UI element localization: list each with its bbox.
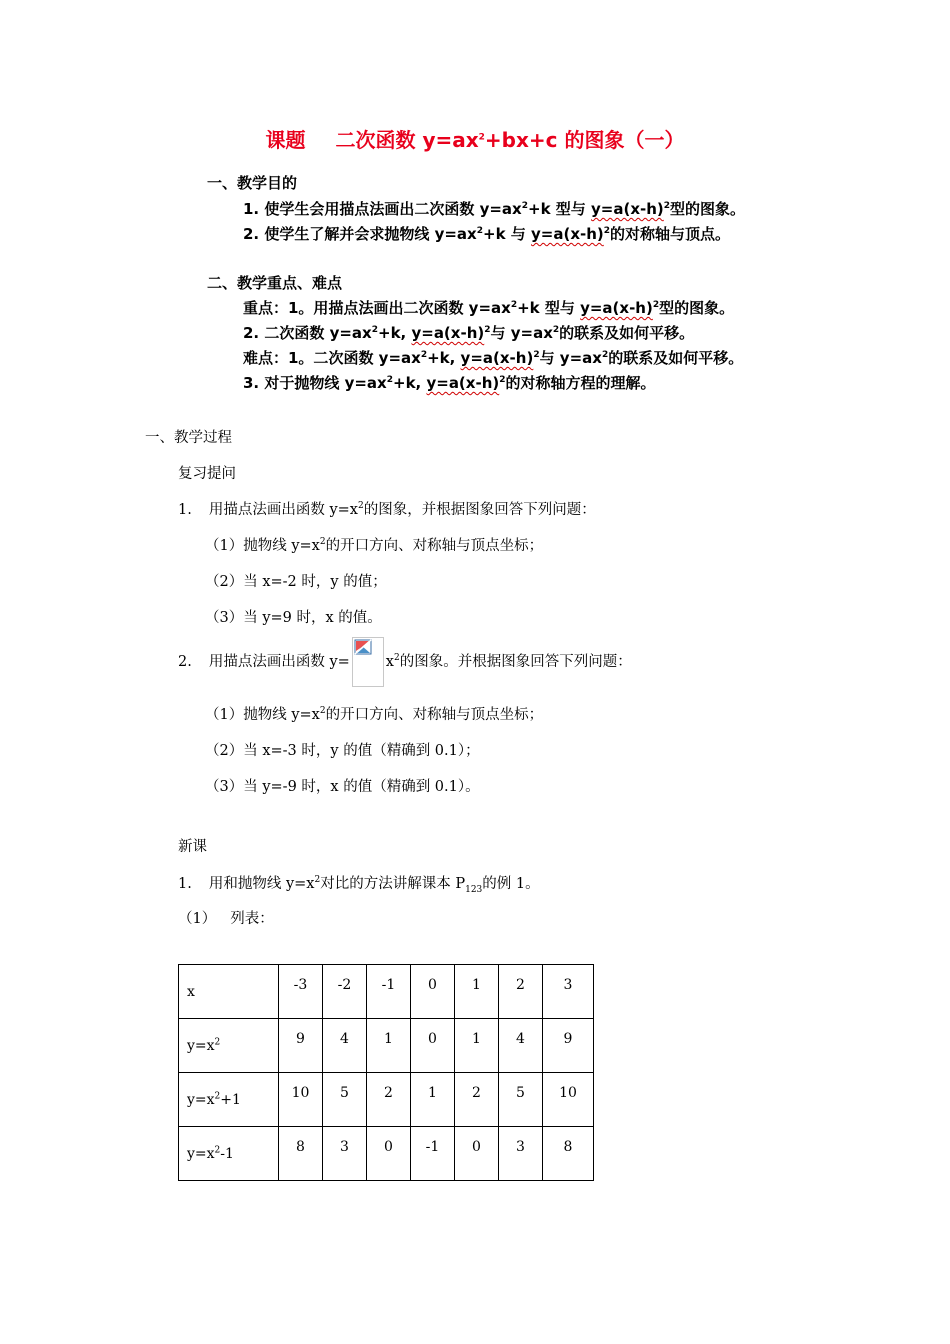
objective-item-2-wavy: y=a(x-h) [531, 225, 604, 243]
question-1 [178, 498, 596, 519]
keypoint-line-3-sup: 2 [420, 350, 428, 360]
process-heading: 一、教学过程 [145, 430, 232, 446]
row-header-post: -1 [220, 1145, 234, 1162]
table-cell: 3 [499, 1127, 543, 1181]
keypoint-line-2-sup3: 2 [552, 325, 560, 335]
row-header-post: +1 [220, 1091, 241, 1108]
list-table-caption [178, 907, 274, 928]
objective-item-1-post: 型的图象。 [670, 200, 746, 218]
list-table-label: 列表： [230, 911, 274, 927]
keypoint-line-3-pre: 难点：1。二次函数 y=ax [243, 349, 421, 367]
keypoint-line-3-sup3: 2 [601, 350, 609, 360]
table-cell: 10 [279, 1073, 323, 1127]
keypoint-line-4-sup: 2 [386, 375, 393, 385]
keypoint-line-1-wavy: y=a(x-h) [580, 299, 653, 317]
question-2-a-sup: 2 [319, 706, 326, 717]
keypoint-line-1-sup: 2 [510, 300, 518, 310]
table-cell: -1 [411, 1127, 455, 1181]
title-main-post: +bx+c 的图象（一） [484, 128, 685, 152]
table-cell: 1 [455, 965, 499, 1019]
table-cell: 0 [455, 1127, 499, 1181]
objective-item-1 [243, 198, 745, 219]
keypoint-line-2-wavy: y=a(x-h) [411, 324, 485, 342]
table-cell: 0 [411, 965, 455, 1019]
row-header [179, 1073, 279, 1127]
table-cell: 8 [279, 1127, 323, 1181]
keypoint-line-1-pre: 重点：1。用描点法画出二次函数 y=ax [243, 299, 511, 317]
row-header-text: y=x [187, 1091, 215, 1108]
values-table-body [179, 965, 594, 1181]
new-lesson-item-1-post: 的例 1。 [482, 876, 540, 892]
objective-item-2-pre: 2. 使学生了解并会求抛物线 y=ax [243, 225, 477, 243]
table-cell: -3 [279, 965, 323, 1019]
table-cell: 2 [367, 1073, 411, 1127]
objective-item-1-sup2: 2 [663, 201, 671, 211]
new-lesson-item-1 [178, 872, 540, 893]
table-row [179, 965, 594, 1019]
table-cell: 4 [323, 1019, 367, 1073]
objective-item-2-post: 的对称轴与顶点。 [610, 225, 731, 243]
question-1-b: （2）当 x=-2 时，y 的值； [205, 574, 387, 590]
question-1-sup: 2 [357, 501, 364, 512]
table-cell: 5 [499, 1073, 543, 1127]
keypoint-line-2-sup: 2 [371, 325, 378, 335]
question-1-a-sup: 2 [319, 537, 326, 548]
new-lesson-item-1-sup: 2 [314, 875, 321, 886]
keypoint-line-1-sup2: 2 [652, 300, 660, 310]
keypoint-line-1-mid: +k 型与 [517, 299, 581, 317]
new-lesson-item-1-sub: 123 [465, 884, 483, 895]
question-2-a-pre: （1）抛物线 y=x [205, 707, 320, 723]
table-cell: 10 [543, 1073, 594, 1127]
question-2-number: 2. [178, 654, 192, 670]
values-table [178, 964, 594, 1181]
objective-item-2 [243, 223, 730, 244]
table-cell: 9 [279, 1019, 323, 1073]
row-header [179, 965, 279, 1019]
title-label: 课题 [265, 128, 306, 152]
question-2 [178, 636, 632, 688]
row-header-text: x [187, 983, 195, 1000]
table-cell: 8 [543, 1127, 594, 1181]
table-cell: 2 [455, 1073, 499, 1127]
keypoint-line-4 [243, 372, 656, 393]
keypoint-line-2-post: 的联系及如何平移。 [559, 324, 695, 342]
keypoint-line-2 [243, 322, 694, 343]
keypoint-line-3-sup2: 2 [533, 350, 540, 360]
question-1-number: 1. [178, 502, 192, 518]
row-header-text: y=x [187, 1037, 215, 1054]
table-row [179, 1019, 594, 1073]
table-cell: 9 [543, 1019, 594, 1073]
title-main-sup: 2 [478, 132, 485, 143]
question-2-a-post: 的开口方向、对称轴与顶点坐标； [325, 707, 544, 723]
row-header-sup: 2 [214, 1090, 221, 1101]
table-cell: 2 [499, 965, 543, 1019]
review-heading: 复习提问 [178, 466, 236, 482]
objective-item-1-sup: 2 [521, 201, 528, 211]
keypoint-line-1-post: 型的图象。 [659, 299, 735, 317]
table-cell: -2 [323, 965, 367, 1019]
keypoint-line-4-post: 的对称轴方程的理解。 [505, 374, 656, 392]
keypoint-line-1 [243, 297, 734, 318]
question-2-c: （3）当 y=-9 时，x 的值（精确到 0.1）。 [205, 779, 480, 795]
table-cell: 1 [367, 1019, 411, 1073]
objective-item-2-sup: 2 [476, 226, 483, 236]
objectives-heading: 一、教学目的 [207, 174, 298, 192]
table-cell: 0 [367, 1127, 411, 1181]
keypoint-line-3-mid: +k, [427, 349, 461, 367]
row-header-text: y=x [187, 1145, 215, 1162]
row-header-sup: 2 [214, 1144, 221, 1155]
objective-item-1-mid: +k 型与 [528, 200, 591, 218]
objective-item-2-sup2: 2 [603, 226, 611, 236]
broken-image-icon [354, 639, 382, 657]
table-cell: 3 [323, 1127, 367, 1181]
new-lesson-heading: 新课 [178, 839, 207, 855]
table-cell: 1 [455, 1019, 499, 1073]
new-lesson-item-1-pre: 用和抛物线 y=x [208, 876, 315, 892]
row-header [179, 1127, 279, 1181]
row-header-sup: 2 [214, 1036, 221, 1047]
keypoint-line-3-wavy: y=a(x-h) [460, 349, 534, 367]
new-lesson-item-1-mid: 对比的方法讲解课本 P [320, 876, 466, 892]
question-2-mid: x [385, 654, 394, 670]
question-1-pre: 用描点法画出函数 y=x [208, 502, 358, 518]
table-cell: 4 [499, 1019, 543, 1073]
keypoint-line-4-pre: 3. 对于抛物线 y=ax [243, 374, 387, 392]
objective-item-1-wavy: y=a(x-h) [591, 200, 664, 218]
keypoint-line-3 [243, 347, 743, 368]
page-title [0, 124, 950, 153]
question-1-a-post: 的开口方向、对称轴与顶点坐标； [325, 538, 544, 554]
keypoint-line-4-wavy: y=a(x-h) [426, 374, 500, 392]
question-1-a-pre: （1）抛物线 y=x [205, 538, 320, 554]
question-1-a [205, 534, 543, 555]
objective-item-1-pre: 1. 使学生会用描点法画出二次函数 y=ax [243, 200, 522, 218]
question-2-a [205, 703, 543, 724]
list-table-number: （1） [178, 911, 217, 927]
keypoint-line-2-mid2: 与 y=ax [490, 324, 553, 342]
question-2-sup: 2 [393, 653, 400, 664]
objective-item-2-mid: +k 与 [483, 225, 531, 243]
keypoints-heading: 二、教学重点、难点 [207, 274, 343, 292]
question-2-post: 的图象。并根据图象回答下列问题： [399, 654, 632, 670]
question-1-post: 的图象，并根据图象回答下列问题： [363, 502, 596, 518]
table-cell: 3 [543, 965, 594, 1019]
table-cell: 0 [411, 1019, 455, 1073]
table-row [179, 1127, 594, 1181]
table-cell: 1 [411, 1073, 455, 1127]
row-header [179, 1019, 279, 1073]
keypoint-line-3-mid2: 与 y=ax [539, 349, 602, 367]
title-main-pre: 二次函数 y=ax [335, 128, 479, 152]
table-cell: -1 [367, 965, 411, 1019]
keypoint-line-3-post: 的联系及如何平移。 [608, 349, 744, 367]
keypoint-line-2-mid: +k, [378, 324, 412, 342]
keypoint-line-4-sup2: 2 [499, 375, 506, 385]
question-2-pre: 用描点法画出函数 y= [208, 654, 350, 670]
fraction-image-placeholder [352, 637, 384, 687]
table-cell: 5 [323, 1073, 367, 1127]
question-2-b: （2）当 x=-3 时，y 的值（精确到 0.1）； [205, 743, 480, 759]
keypoint-line-2-sup2: 2 [484, 325, 491, 335]
table-row [179, 1073, 594, 1127]
question-1-c: （3）当 y=9 时，x 的值。 [205, 610, 382, 626]
keypoint-line-4-mid: +k, [393, 374, 427, 392]
keypoint-line-2-pre: 2. 二次函数 y=ax [243, 324, 372, 342]
new-lesson-item-1-number: 1. [178, 876, 192, 892]
